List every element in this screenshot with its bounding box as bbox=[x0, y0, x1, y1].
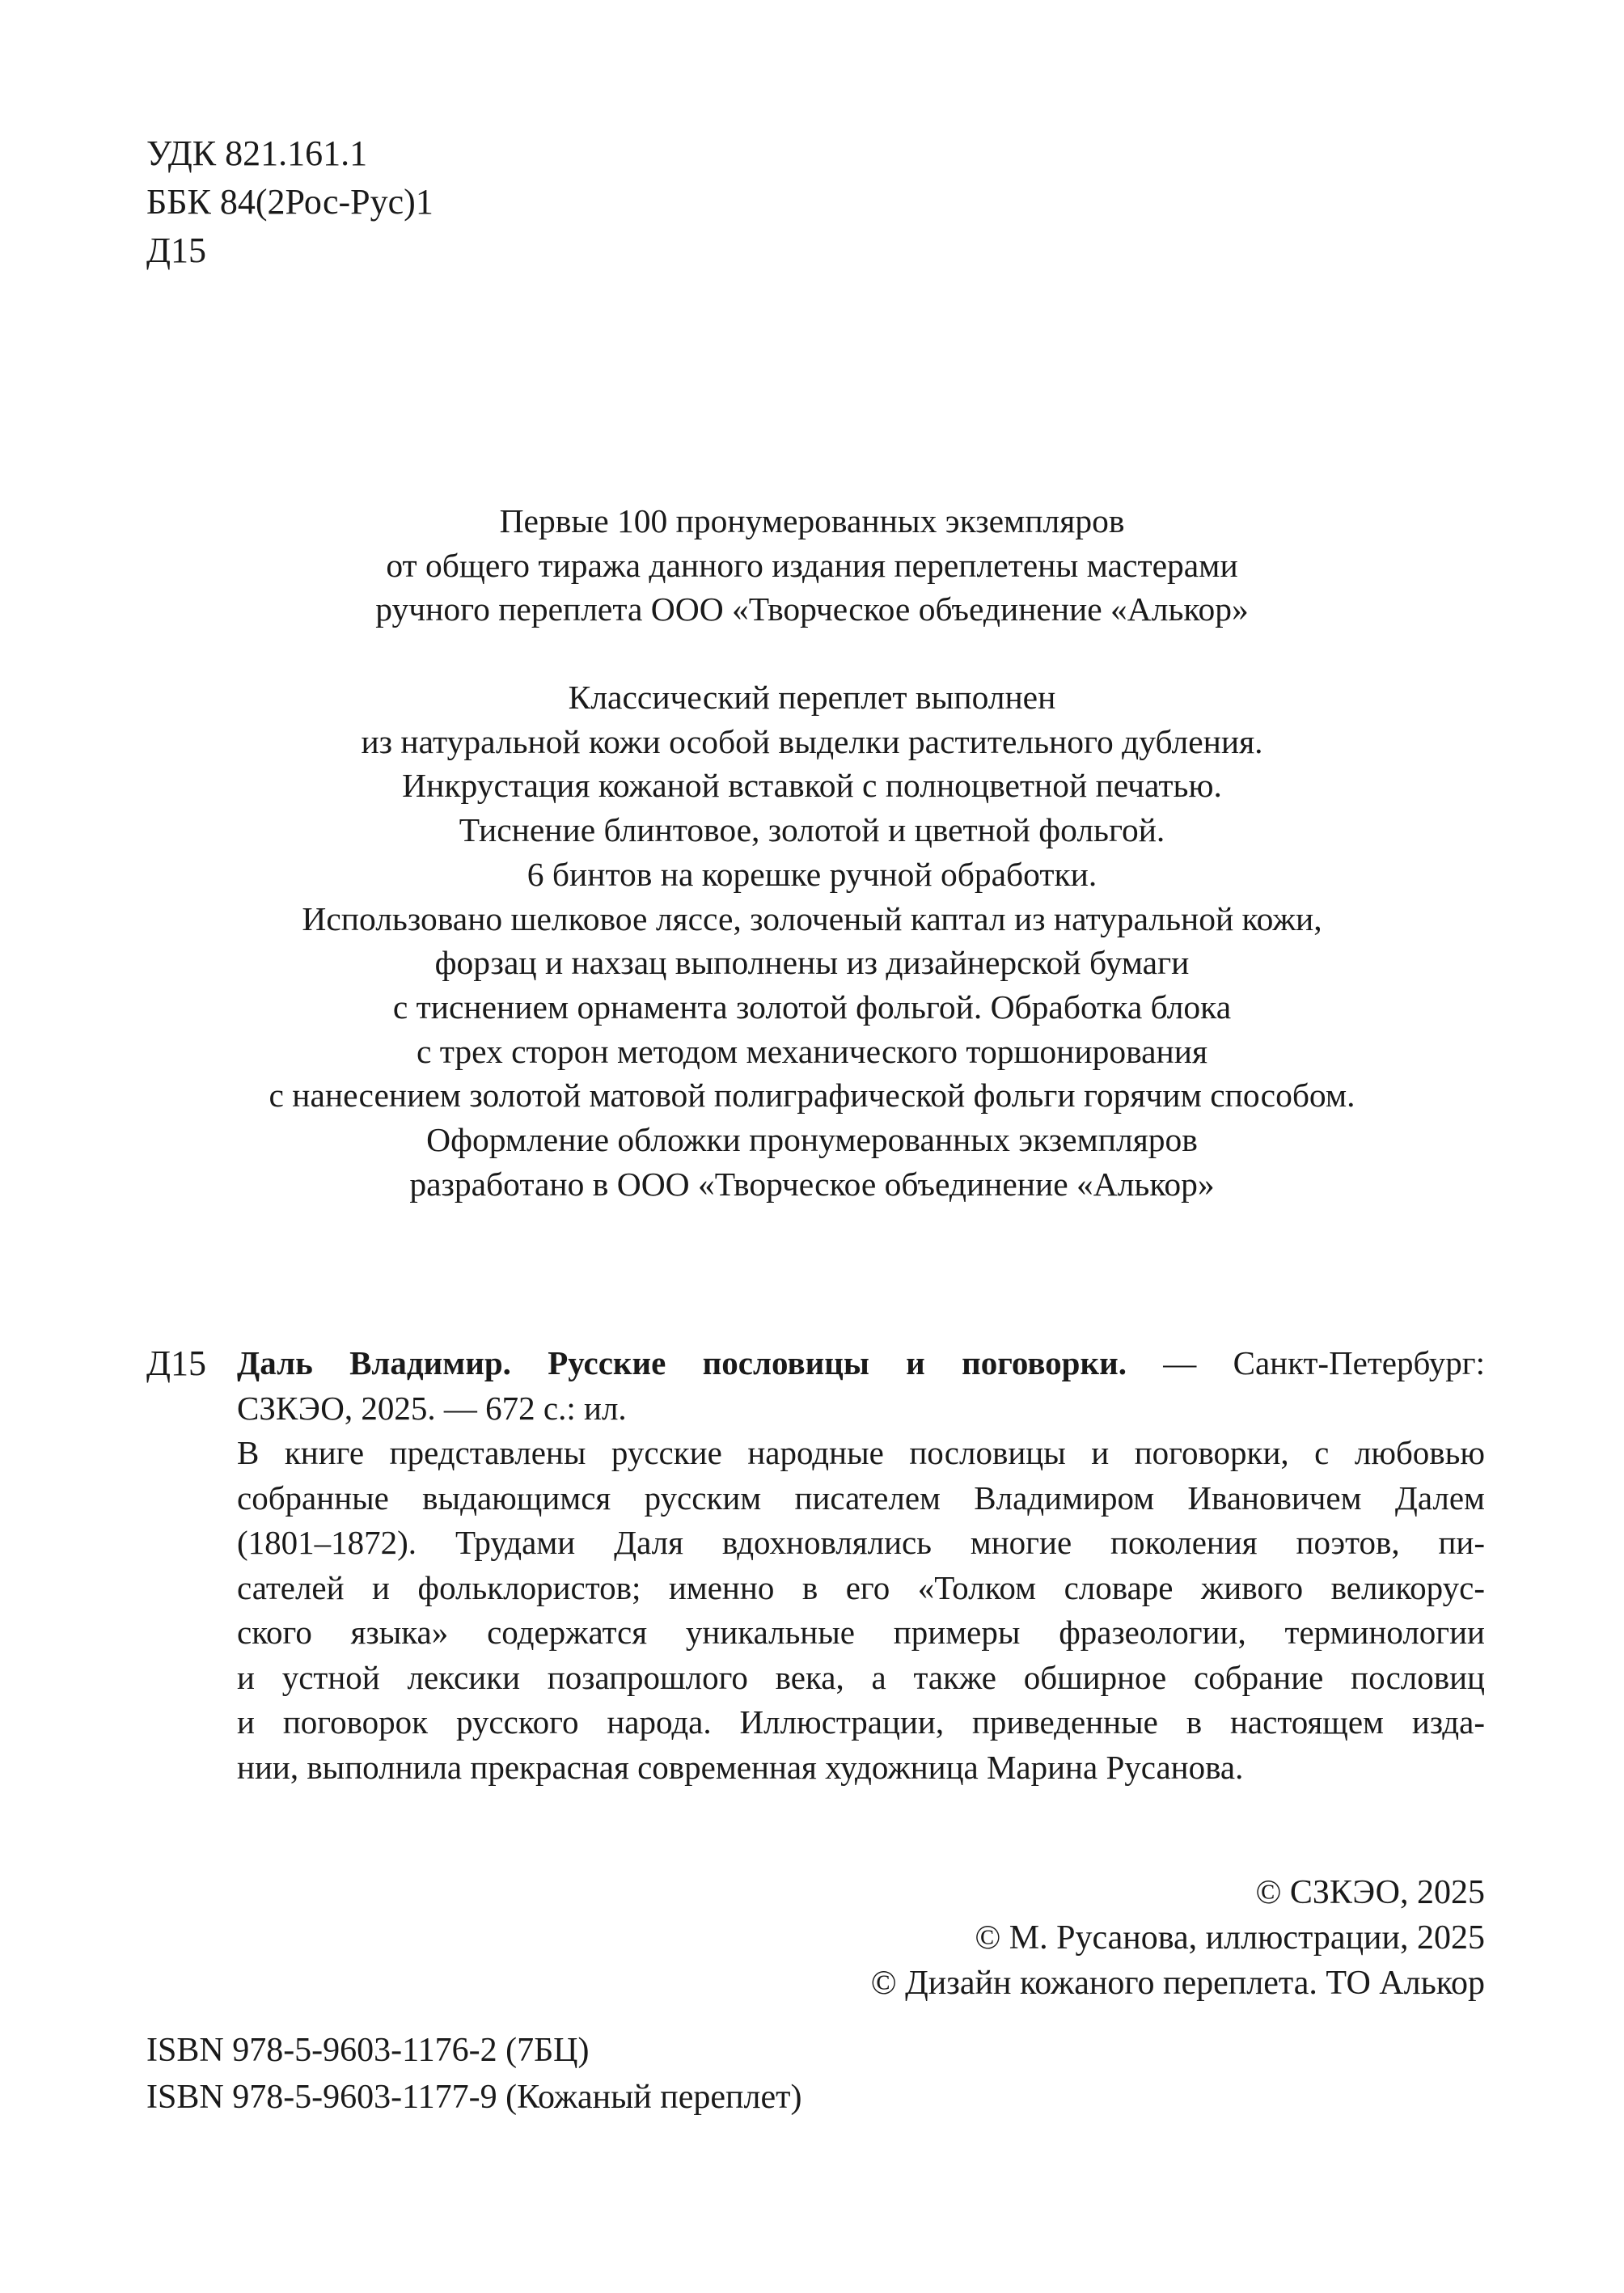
classification-codes bbox=[146, 129, 433, 275]
binding-description-paragraph bbox=[162, 675, 1462, 1206]
binding-line: Инкрустация кожаной вставкой с полноцветной печатью. bbox=[402, 767, 1222, 805]
binding-line: Первые 100 пронумерованных экземпляров bbox=[499, 502, 1125, 539]
copyright-line: © М. Русанова, иллюстрации, 2025 bbox=[975, 1919, 1485, 1957]
binding-line: ручного переплета ООО «Творческое объединение «Алькор» bbox=[375, 590, 1249, 628]
binding-line: разработано в ООО «Творческое объединение «Алькор» bbox=[409, 1165, 1215, 1203]
binding-line: форзац и нахзац выполнены из дизайнерской бумаги bbox=[434, 944, 1190, 982]
binding-line: из натуральной кожи особой выделки растительного дубления. bbox=[361, 722, 1263, 760]
bib-title: Даль Владимир. Русские пословицы и поговорки. bbox=[237, 1344, 1127, 1381]
binding-line: Оформление обложки пронумерованных экземпляров bbox=[426, 1121, 1198, 1159]
bbk-code: ББК 84(2Рос-Рус)1 bbox=[146, 182, 433, 222]
copyright-line: © Дизайн кожаного переплета. ТО Алькор bbox=[870, 1965, 1485, 2002]
binding-line: Тиснение блинтовое, золотой и цветной фольгой. bbox=[459, 811, 1165, 849]
description-line: и устной лексики позапрошлого века, а также обширное собрание пословиц bbox=[237, 1658, 1485, 1696]
bib-record-line-2: СЗКЭО, 2025. — 672 с.: ил. bbox=[237, 1389, 627, 1427]
binding-line: Использовано шелковое ляссе, золоченый каптал из натуральной кожи, bbox=[302, 899, 1322, 937]
annotation-author-mark: Д15 bbox=[146, 1343, 207, 1383]
copyright-line: © СЗКЭО, 2025 bbox=[1255, 1874, 1485, 1911]
binding-line: 6 бинтов на корешке ручной обработки. bbox=[527, 855, 1097, 893]
description-line: и поговорок русского народа. Иллюстрации, приведенные в настоящем изда- bbox=[237, 1703, 1485, 1741]
binding-line: от общего тиража данного издания переплетены мастерами bbox=[386, 546, 1238, 584]
copyright-block bbox=[871, 1870, 1485, 2006]
isbn-line: ISBN 978-5-9603-1176-2 (7БЦ) bbox=[146, 2032, 590, 2069]
isbn-line: ISBN 978-5-9603-1177-9 (Кожаный переплет) bbox=[146, 2079, 802, 2116]
author-mark: Д15 bbox=[146, 231, 207, 270]
description-line: (1801–1872). Трудами Даля вдохновлялись многие поколения поэтов, пи- bbox=[237, 1524, 1485, 1561]
description-line: собранные выдающимся русским писателем Владимиром Ивановичем Далем bbox=[237, 1479, 1485, 1517]
isbn-block bbox=[146, 2027, 801, 2121]
description-line: сателей и фольклористов; именно в его «Толком словаре живого великорус- bbox=[237, 1568, 1485, 1606]
bib-record-line-1 bbox=[237, 1341, 1485, 1386]
description-line: ского языка» содержатся уникальные примеры фразеологии, терминологии bbox=[237, 1614, 1485, 1651]
binding-line: с нанесением золотой матовой полиграфической фольги горячим способом. bbox=[269, 1077, 1355, 1115]
annotation-body bbox=[237, 1341, 1485, 1790]
binding-line: Классический переплет выполнен bbox=[568, 679, 1056, 716]
numbered-copies-paragraph bbox=[162, 499, 1462, 632]
binding-line: с трех сторон методом механического торшонирования bbox=[416, 1032, 1208, 1070]
udk-code: УДК 821.161.1 bbox=[146, 133, 368, 173]
description-line: нии, выполнила прекрасная современная художница Марина Русанова. bbox=[237, 1748, 1244, 1786]
description-line: В книге представлены русские народные пословицы и поговорки, с любовью bbox=[237, 1434, 1485, 1471]
binding-line: с тиснением орнамента золотой фольгой. Обработка блока bbox=[392, 988, 1232, 1026]
bib-publisher-place: — Санкт-Петербург: bbox=[1126, 1344, 1485, 1381]
